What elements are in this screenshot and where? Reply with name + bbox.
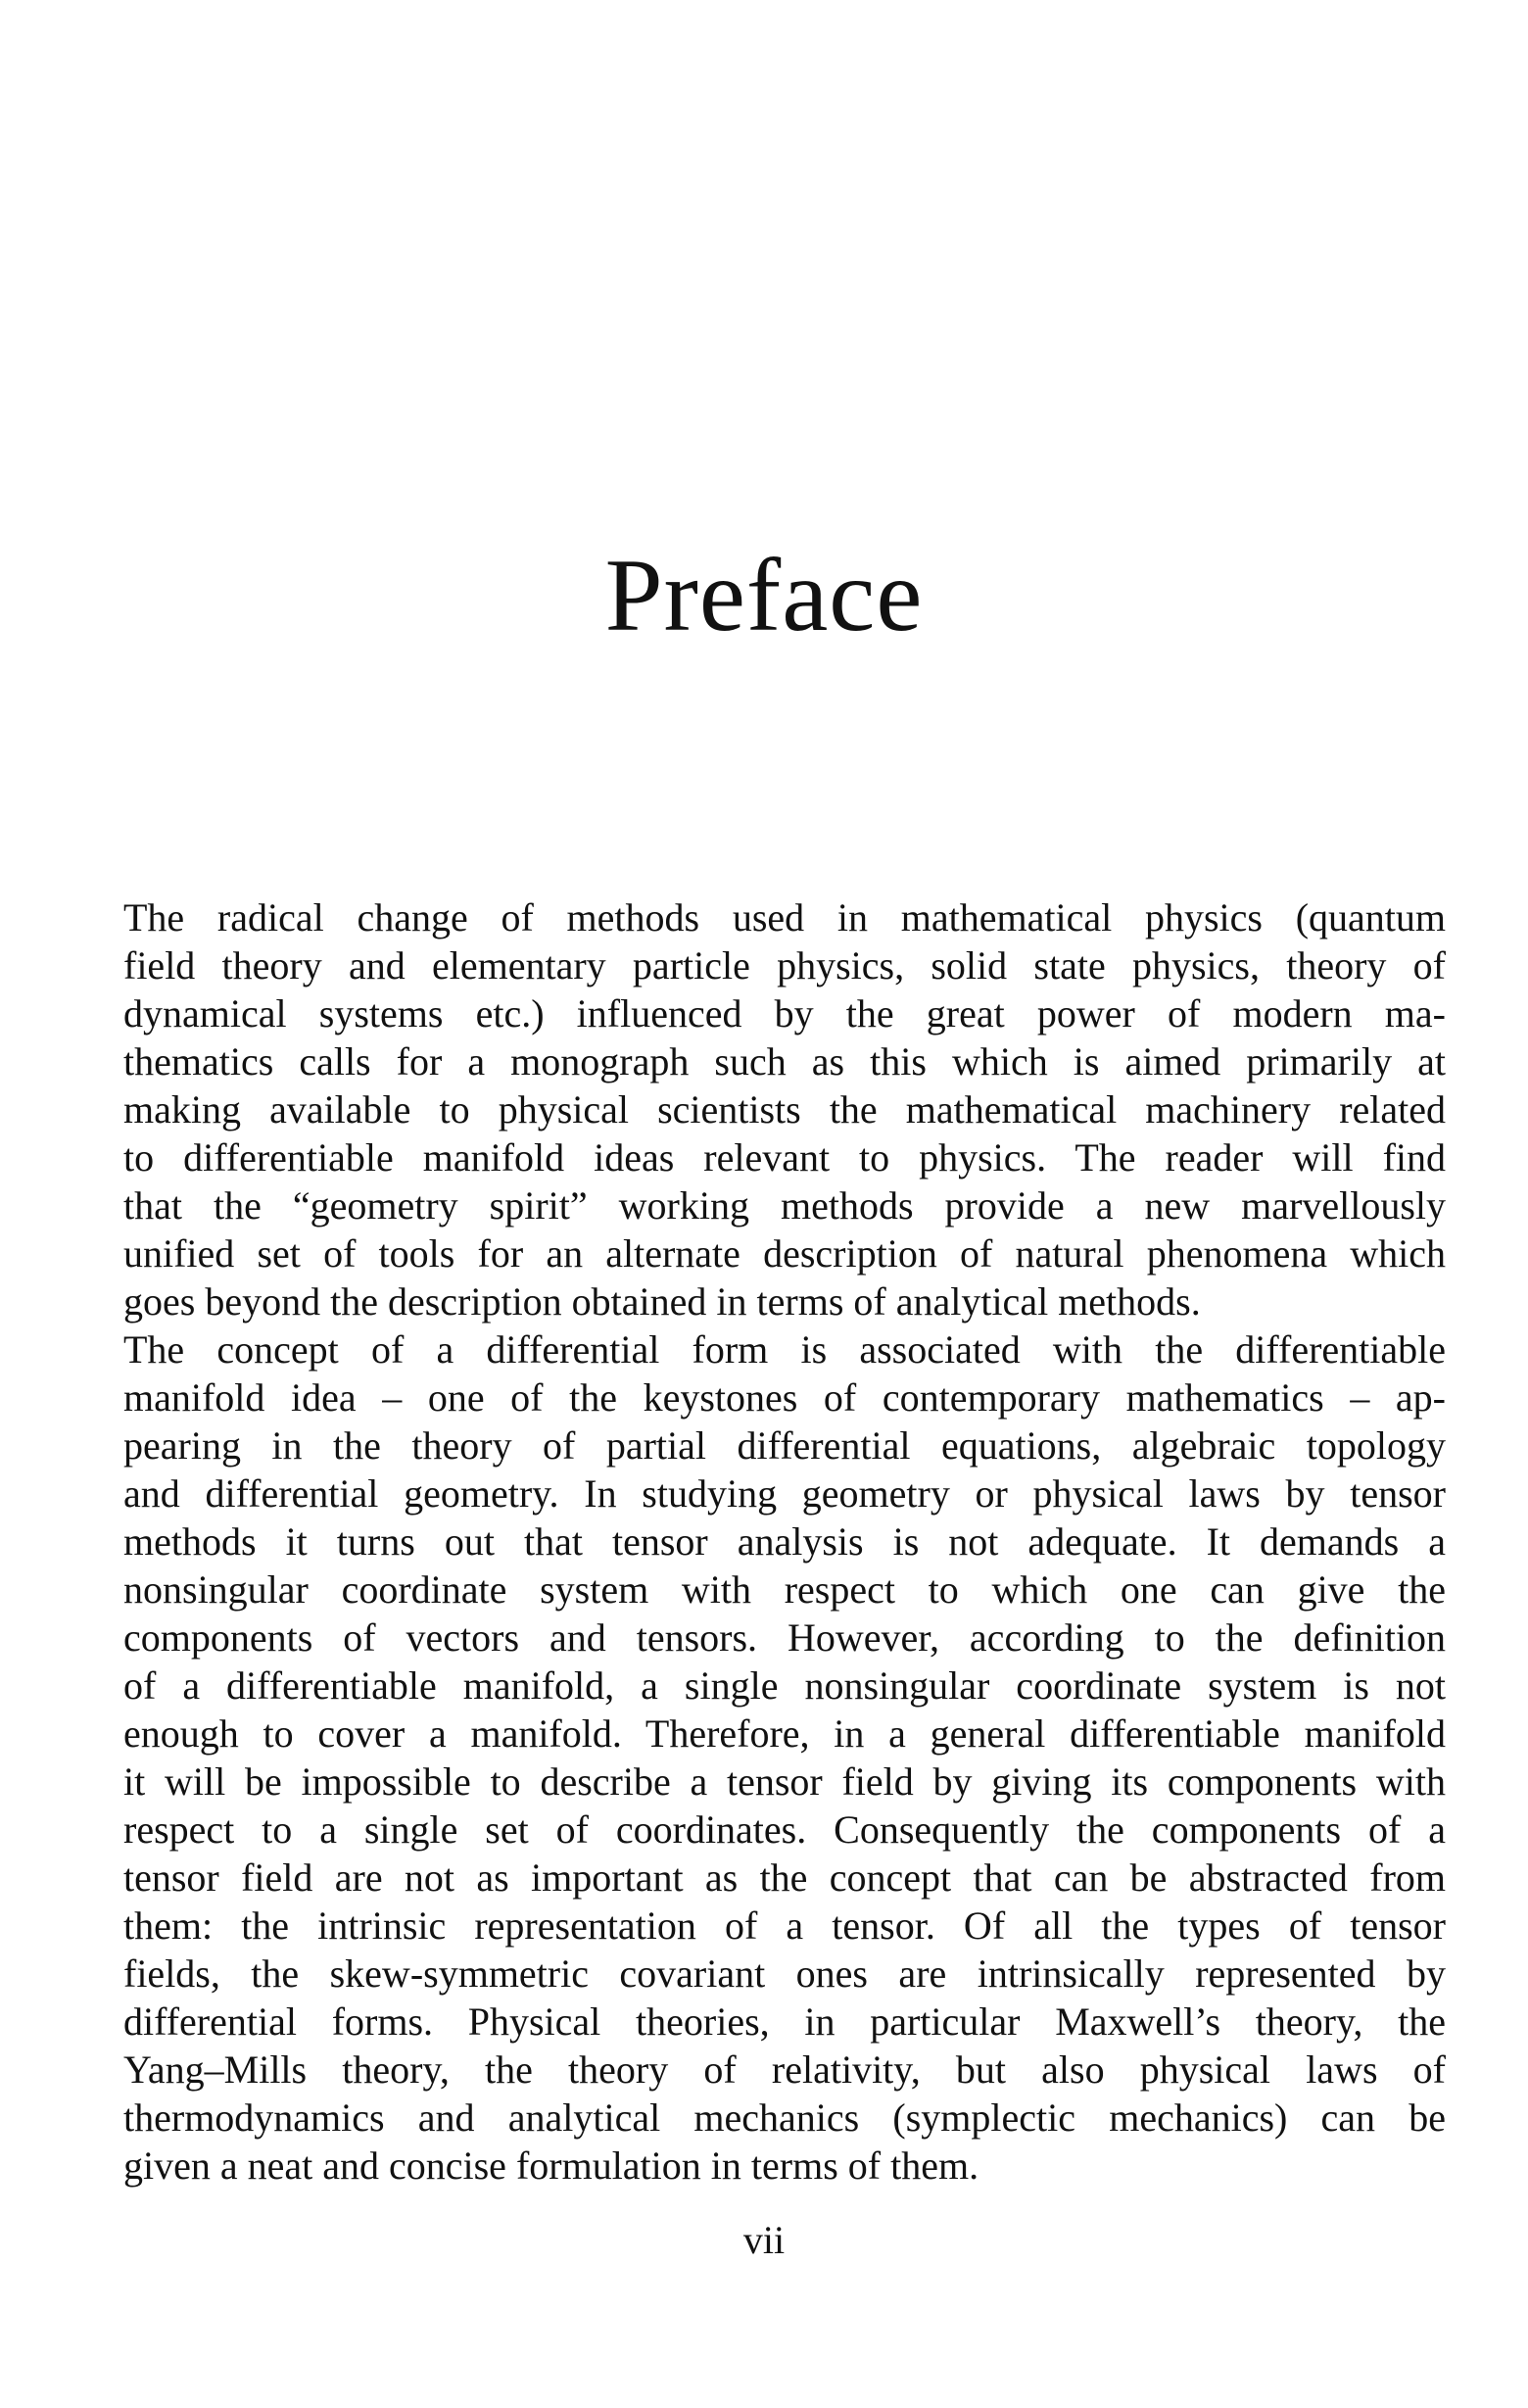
text-line: making available to physical scientists the mathematical machinery related: [123, 1087, 1446, 1132]
text-line: of a differentiable manifold, a single nonsingular coordinate system is not: [123, 1663, 1446, 1708]
text-line: dynamical systems etc.) influenced by the great power of modern ma-: [123, 991, 1446, 1035]
text-line: goes beyond the description obtained in terms of analytical methods.: [123, 1279, 1201, 1324]
text-line: it will be impossible to describe a tensor field by giving its components with: [123, 1759, 1446, 1804]
text-line: thematics calls for a monograph such as this which is aimed primarily at: [123, 1039, 1446, 1084]
text-line: given a neat and concise formulation in terms of them.: [123, 2143, 979, 2188]
text-line: and differential geometry. In studying geometry or physical laws by tensor: [123, 1471, 1446, 1516]
text-line: thermodynamics and analytical mechanics (symplectic mechanics) can be: [123, 2095, 1446, 2140]
text-line: nonsingular coordinate system with respect to which one can give the: [123, 1567, 1446, 1612]
text-line: unified set of tools for an alternate description of natural phenomena which: [123, 1231, 1446, 1276]
text-line: that the “geometry spirit” working methods provide a new marvellously: [123, 1183, 1446, 1228]
body-text: [123, 893, 1446, 2190]
text-line: enough to cover a manifold. Therefore, in a general differentiable manifold: [123, 1711, 1446, 1756]
text-line: respect to a single set of coordinates. Consequently the components of a: [123, 1807, 1446, 1852]
text-line: differential forms. Physical theories, in particular Maxwell’s theory, the: [123, 1999, 1446, 2044]
page-title: Preface: [604, 538, 924, 652]
text-line: manifold idea – one of the keystones of contemporary mathematics – ap-: [123, 1375, 1446, 1420]
text-line: to differentiable manifold ideas relevant to physics. The reader will find: [123, 1135, 1446, 1180]
text-line: tensor field are not as important as the concept that can be abstracted from: [123, 1855, 1446, 1900]
text-line: pearing in the theory of partial differential equations, algebraic topology: [123, 1423, 1446, 1468]
paragraph-1: [123, 893, 1446, 1325]
text-line: components of vectors and tensors. However, according to the definition: [123, 1615, 1446, 1660]
text-line: fields, the skew-symmetric covariant ones are intrinsically represented by: [123, 1951, 1446, 1996]
paragraph-2: [123, 1325, 1446, 2190]
text-line: The concept of a differential form is associated with the differentiable: [123, 1327, 1446, 1372]
text-line: The radical change of methods used in mathematical physics (quantum: [123, 895, 1446, 939]
text-line: field theory and elementary particle physics, solid state physics, theory of: [123, 943, 1446, 987]
text-line: Yang–Mills theory, the theory of relativity, but also physical laws of: [123, 2047, 1446, 2092]
text-line: them: the intrinsic representation of a tensor. Of all the types of tensor: [123, 1903, 1446, 1948]
text-line: methods it turns out that tensor analysis is not adequate. It demands a: [123, 1519, 1446, 1564]
page-number: vii: [742, 2218, 786, 2262]
